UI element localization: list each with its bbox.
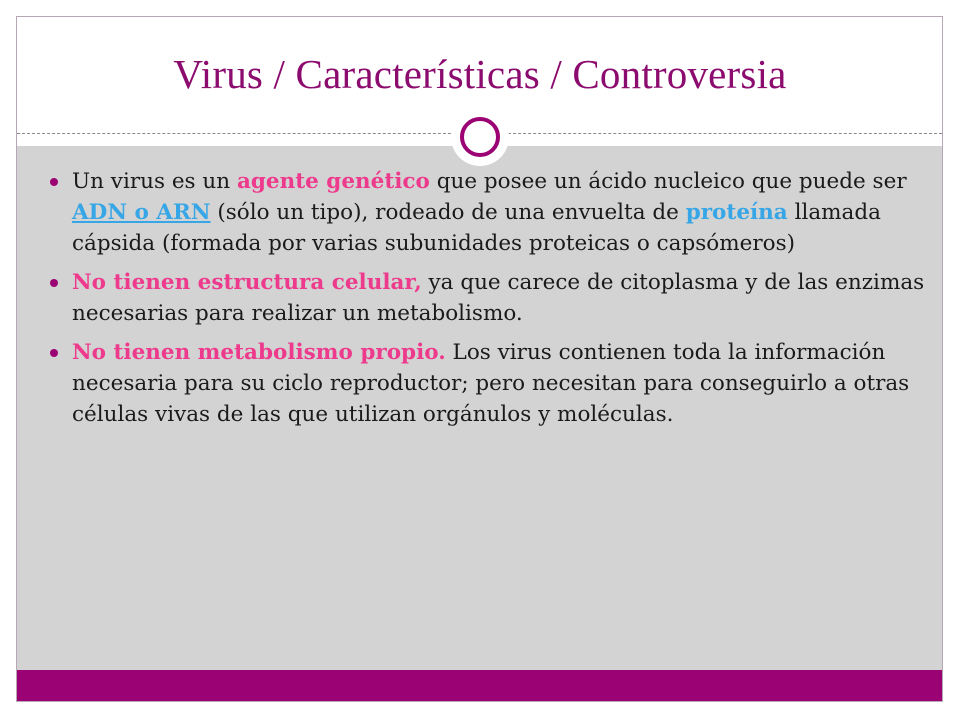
highlight-estructura-celular: No tienen estructura celular <box>72 270 415 295</box>
highlight-metabolismo: No tienen metabolismo propio. <box>72 340 446 365</box>
bullet-dot-icon <box>50 178 58 186</box>
bullet-item-virus-definition: Un virus es un agente genético que posee un ácido nucleico que puede ser ADN o ARN (sólo un tipo), rodeado de una envuelta de proteína llamada cápsida (formada por varias subunidades proteicas o capsómeros) <box>50 166 930 259</box>
bullet-dot-icon <box>50 349 58 357</box>
highlight-agente-genetico: agente genético <box>236 169 430 194</box>
link-adn-arn[interactable]: ADN o ARN <box>72 200 211 225</box>
bullet-item-estructura-celular: No tienen estructura celular, ya que carece de citoplasma y de las enzimas necesarias para realizar un metabolismo. <box>50 267 930 329</box>
bullet-list <box>50 166 930 438</box>
highlight-proteina: proteína <box>685 200 788 225</box>
bullet-dot-icon <box>50 279 58 287</box>
slide-title: Virus / Características / Controversia <box>173 51 787 97</box>
circle-ornament-icon <box>451 108 509 166</box>
bullet-item-metabolismo: No tienen metabolismo propio. Los virus contienen toda la información necesaria para su ciclo reproductor; pero necesitan para conseguirlo a otras células vivas de las que utilizan orgánulos y moléculas. <box>50 337 930 430</box>
highlight-comma: , <box>414 270 422 295</box>
footer-bar <box>17 670 942 701</box>
